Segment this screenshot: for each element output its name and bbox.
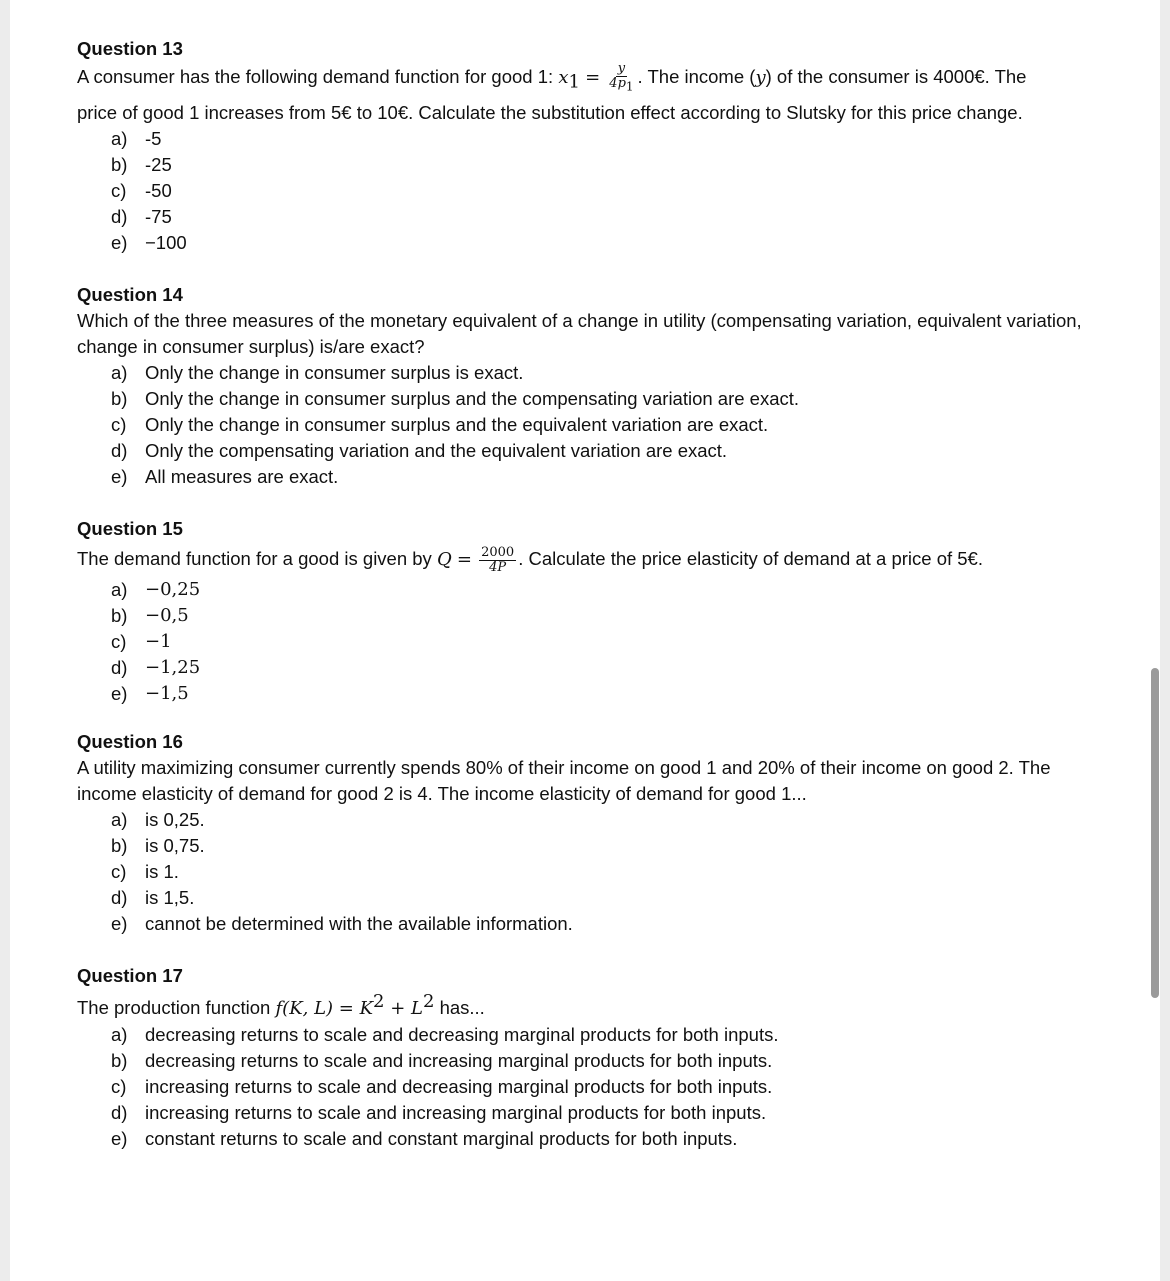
question-text: A utility maximizing consumer currently spends 80% of their income on good 1 and 20% of their income on good 2. The income elasticity of demand for good 2 is 4. The income elasticity of demand for good 1... [77, 757, 1051, 804]
option-a[interactable]: a) decreasing returns to scale and decreasing marginal products for both inputs. [111, 1024, 779, 1046]
question-title: Question 17 [77, 965, 183, 986]
option-e[interactable]: e) cannot be determined with the available information. [111, 913, 573, 934]
option-b[interactable]: b) Only the change in consumer surplus and the compensating variation are exact. [111, 388, 800, 409]
option-a[interactable]: a) −0,25 [111, 579, 201, 600]
option-b[interactable]: b) -25 [111, 153, 172, 175]
question-13 [77, 36, 1087, 256]
question-title: Question 13 [77, 38, 183, 59]
question-15 [77, 516, 1087, 707]
options-list [77, 360, 1087, 490]
option-c[interactable]: c) is 1. [111, 861, 179, 882]
question-title: Question 14 [77, 284, 183, 305]
question-text: Which of the three measures of the monetary equivalent of a change in utility (compensating variation, equivalent variation, change in consumer surplus) is/are exact? [77, 310, 1082, 357]
option-b[interactable]: b) is 0,75. [111, 835, 205, 856]
option-b[interactable]: b) −0,5 [111, 605, 189, 626]
options-list [77, 577, 1087, 707]
option-e[interactable]: e) All measures are exact. [111, 466, 339, 487]
option-d[interactable]: d) −1,25 [111, 657, 201, 678]
question-title: Question 15 [77, 518, 183, 539]
demand-fraction: $\frac{y}{4p_1}$ [609, 61, 634, 94]
option-d[interactable]: d) Only the compensating variation and the equivalent variation are exact. [111, 440, 728, 461]
question-text: A consumer has the following demand function for good 1: $x_1$ = $\frac{y}{4p_1}$ . The income (y) of the consumer is 4000€. The [77, 61, 1027, 94]
option-a[interactable]: a) Only the change in consumer surplus is exact. [111, 362, 524, 383]
option-e[interactable]: e) −1,5 [111, 683, 189, 704]
demand-fraction: $\frac{2000}{4P}$ [481, 544, 515, 575]
question-text: The production function f(K, $L) = K^2 + L^2$ has... [77, 991, 485, 1020]
option-b[interactable]: b) decreasing returns to scale and increasing marginal products for both inputs. [111, 1050, 773, 1072]
question-text: The demand function for a good is given by Q = $\frac{2000}{4P}$ . Calculate the price elasticity of demand at a price of 5€. [77, 544, 983, 575]
option-c[interactable]: c) -50 [111, 179, 172, 201]
option-c[interactable]: c) increasing returns to scale and decreasing marginal products for both inputs. [111, 1076, 773, 1098]
option-c[interactable]: c) Only the change in consumer surplus and the equivalent variation are exact. [111, 414, 769, 435]
option-d[interactable]: d) -75 [111, 205, 172, 227]
question-text-line2: price of good 1 increases from 5€ to 10€. Calculate the substitution effect according to Slutsky for this price change. [77, 101, 1023, 123]
option-e[interactable]: e) −100 [111, 231, 187, 253]
vertical-scrollbar[interactable] [1151, 668, 1159, 998]
options-list [77, 1022, 1087, 1152]
document-page [10, 0, 1160, 1281]
option-d[interactable]: d) is 1,5. [111, 887, 195, 908]
option-c[interactable]: c) −1 [111, 631, 172, 652]
question-14 [77, 282, 1087, 490]
options-list [77, 807, 1087, 937]
option-a[interactable]: a) -5 [111, 127, 162, 149]
option-a[interactable]: a) is 0,25. [111, 809, 205, 830]
question-16 [77, 729, 1087, 937]
option-d[interactable]: d) increasing returns to scale and increasing marginal products for both inputs. [111, 1102, 767, 1124]
question-17 [77, 963, 1087, 1152]
question-title: Question 16 [77, 731, 183, 752]
option-e[interactable]: e) constant returns to scale and constant marginal products for both inputs. [111, 1128, 738, 1150]
options-list [77, 126, 1087, 256]
